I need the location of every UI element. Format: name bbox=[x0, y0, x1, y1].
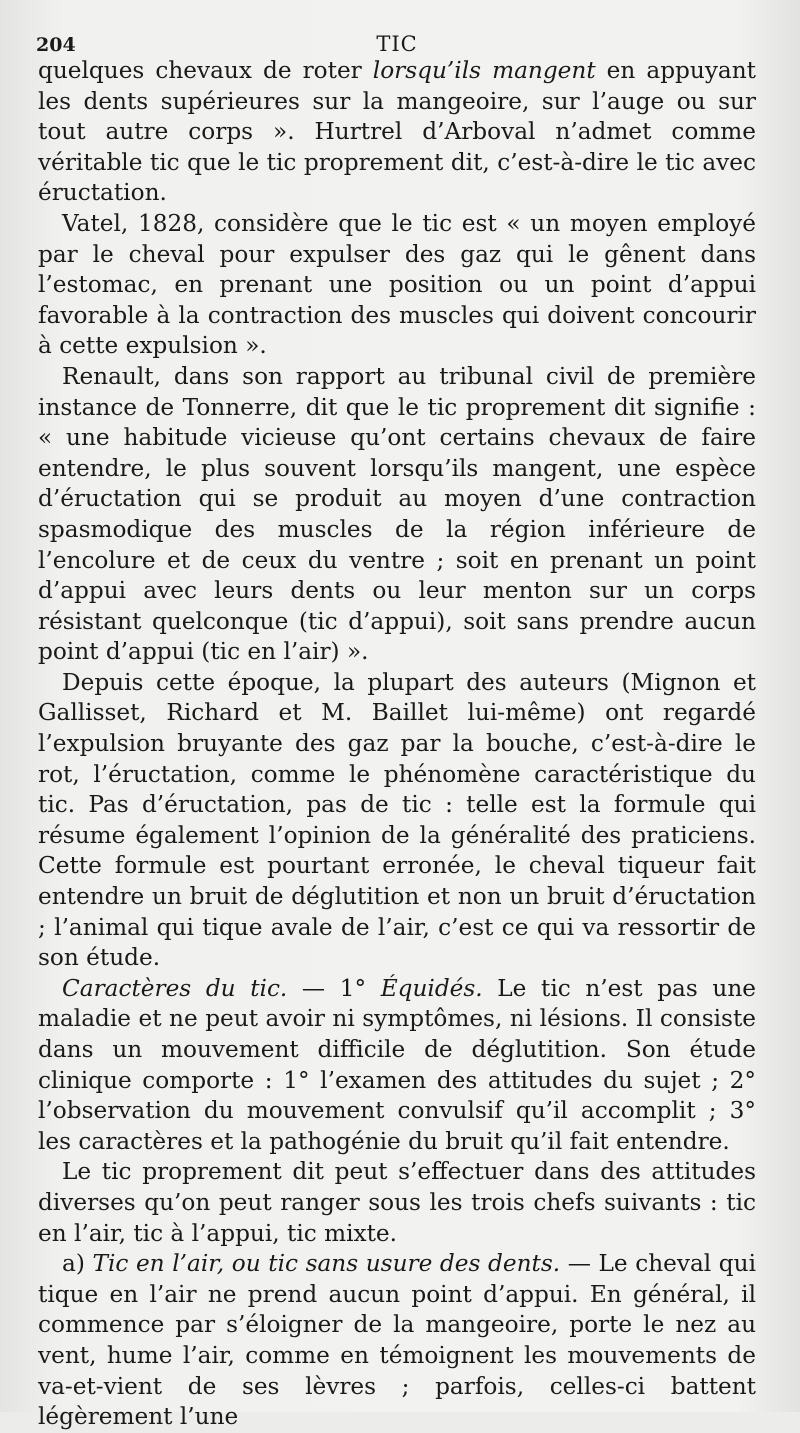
paragraph-tic-en-l-air: a) Tic en l’air, ou tic sans usure des dents. — Le cheval qui tique en l’air ne prend aucun point d’appui. En général, il commence par s’éloigner de la mangeoire, porte le nez au vent, hume l’air, comme en témoignent les mouvements de va-et-vient de ses lèvres ; parfois, celles-ci battent légèrement l’une bbox=[38, 1250, 757, 1431]
running-head: TIC bbox=[376, 32, 418, 56]
item-heading: Tic en l’air, ou tic sans usure des dents. bbox=[92, 1250, 561, 1278]
paragraph-renault: Renault, dans son rapport au tribunal civil de première instance de Tonnerre, dit que le tic proprement dit signifie : « une habitude vicieuse qu’ont certains chevaux de faire entendre, le plus souvent lorsqu’ils mangent, une espèce d’éructation qui se produit au moyen d’une contraction spasmodique des muscles de la région inférieure de l’encolure et de ceux du ventre ; soit en prenant un point d’appui avec leurs dents ou leur menton sur un corps résistant quelconque (tic d’appui), soit sans prendre aucun point d’appui (tic en l’air) ». bbox=[38, 362, 756, 666]
paragraph-depuis: Depuis cette époque, la plupart des auteurs (Mignon et Gallisset, Richard et M. Baillet lui-même) ont regardé l’expulsion bruyante des gaz par la bouche, c’est-à-dire le rot, l’éructation, comme le phénomène caractéristique du tic. Pas d’éructation, pas de tic : telle est la formule qui résume également l’opinion de la généralité des praticiens. Cette formule est pourtant erronée, le cheval tiqueur fait entendre un bruit de déglutition et non un bruit d’éructation ; l’animal qui tique avale de l’air, c’est ce qui va ressortir de son étude. bbox=[38, 668, 756, 972]
paragraph-continuation: quelques chevaux de roter lorsqu’ils mangent en appuyant les dents supérieures sur la mangeoire, sur l’auge ou sur tout autre corps ». Hurtrel d’Arboval n’admet comme véritable tic que le tic proprement dit, c’est-à-dire le tic avec éructation. bbox=[38, 57, 756, 207]
page-number: 204 bbox=[36, 34, 76, 56]
paragraph-attitudes: Le tic proprement dit peut s’effectuer dans des attitudes diverses qu’on peut ranger sous les trois chefs suivants : tic en l’air, tic à l’appui, tic mixte. bbox=[38, 1158, 756, 1247]
body-text bbox=[38, 56, 756, 1433]
paragraph-vatel: Vatel, 1828, considère que le tic est « un moyen employé par le cheval pour expulser des gaz qui le gênent dans l’estomac, en prenant une position ou un point d’appui favorable à la contraction des muscles qui doivent concourir à cette expulsion ». bbox=[38, 209, 756, 360]
page-header bbox=[38, 26, 756, 56]
section-heading: Caractères du tic. bbox=[62, 974, 288, 1002]
paragraph-caracteres: Caractères du tic. — 1° Équidés. Le tic n’est pas une maladie et ne peut avoir ni symptômes, ni lésions. Il consiste dans un mouvement difficile de déglutition. Son étude clinique comporte : 1° l’examen des attitudes du sujet ; 2° l’observation du mouvement convulsif qu’il accomplit ; 3° les caractères et la pathogénie du bruit qu’il fait entendre. bbox=[38, 974, 756, 1155]
subsection-heading: Équidés. bbox=[380, 974, 483, 1002]
